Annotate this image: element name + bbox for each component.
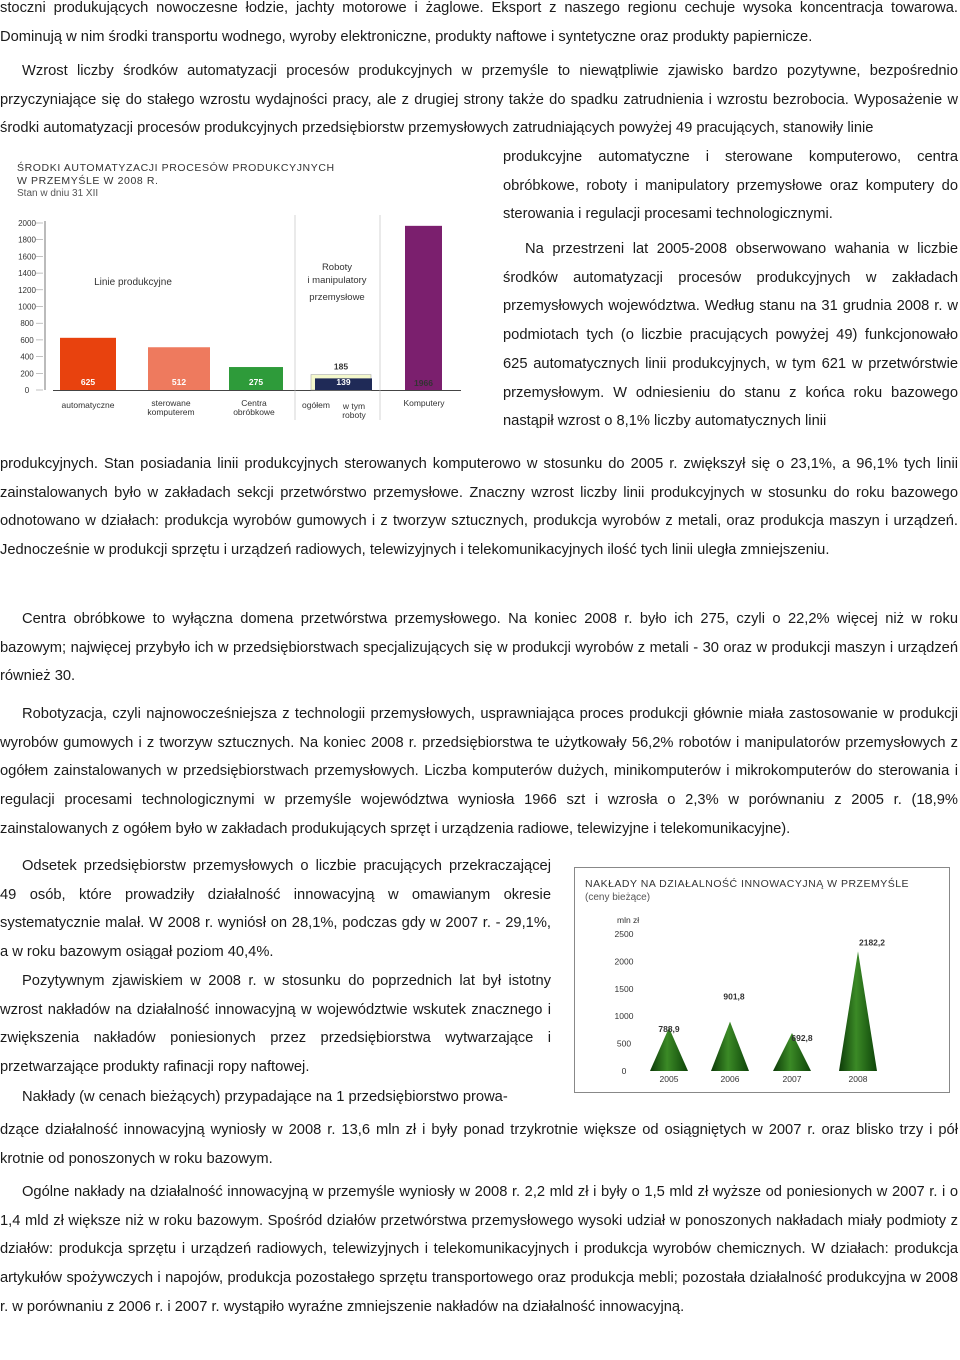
x-label-2008: 2008 (848, 1074, 868, 1084)
automation-value-label-2: 275 (248, 377, 264, 387)
innovation-chart-title-line1: NAKŁADY NA DZIAŁALNOŚĆ INNOWACYJNĄ W PRZEMYŚLE (585, 878, 910, 890)
innovation-chart-title-line2: (ceny bieżące) (585, 892, 651, 903)
category-label-centers-2: obróbkowe (233, 407, 275, 417)
innovation-value-label-2005: 788,9 (658, 1023, 680, 1034)
paragraph-total-spending: Ogólne nakłady na działalność innowacyjną w przemyśle wyniosły w 2008 r. 2,2 mld zł i były o 1,5 mld zł wyższe od poniesionych w 2007 r. i o 1,4 mld zł większe niż w roku bazowym. Spośród działów przetwórstwa przemysłowego wysoki udział w ponoszonych nakładach miały podmioty z działów: produkcja sprzętu i urządzeń radiowych, telewizyjnych i telekomunikacyjnych i produkcja wyrobów chemicznych. W działach: produkcja artykułów spożywczych i napojów, produkcja pozostałego sprzętu transportowego oraz produkcja mebli; pozostała działalność produkcyjna w 2008 r. w porównaniu z 2006 r. i 2007 r. wystąpiło wyraźne zmniejszenie nakładów na działalność innowacyjną. (0, 1184, 958, 1315)
category-label-robots-2: roboty (342, 410, 366, 420)
automation-chart-title-line2: W PRZEMYŚLE W 2008 R. (17, 175, 159, 187)
paragraph-robotization: Robotyzacja, czyli najnowocześniejsza z technologii przemysłowych, usprawniająca proces produkcji głównie miała zastosowanie w produkcji wyrobów gumowych i z tworzyw sztucznych. Na koniec 2008 r. przedsiębiorstwa te użytkowały 56,2% robotów i manipulatorów przemysłowych z ogółem zainstalowanych w przedsiębiorstwach przemysłowych. Liczba komputerów dużych, minikomputerów i mikrokomputerów do sterowania i regulacji procesami technologicznymi w przemyśle województwa wyniosła 1966 szt i wzrosła o 2,3% w porównaniu z 2005 r. (18,9% zainstalowanych z ogółem było w zakładach produkujących sprzęt i urządzenia radiowe, telewizyjne i telekomunikacyjne). (0, 706, 958, 837)
x-label-2007: 2007 (782, 1074, 802, 1084)
automation-chart-y-ticks (18, 219, 43, 395)
automation-value-label-3: 185 (333, 361, 349, 372)
category-label-centers-1: Centra (241, 398, 267, 408)
category-label-computer-1: sterowane (151, 398, 191, 408)
automation-value-label-4: 139 (336, 377, 351, 387)
innovation-value-label-2006: 901,8 (723, 991, 745, 1002)
y-tick-label: 1600 (18, 252, 36, 262)
paragraph-automation-intro: Wzrost liczby środków automatyzacji procesów produkcyjnych w przemyśle to niewątpliwie zjawisko bardzo pozytywne, bezpośrednio przyczyniające się do stałego wzrostu wydajności pracy, ale z drugiej strony także do spadku zatrudnienia i wzrostu bezrobocia. Wyposażenie w środki automatyzacji procesów produkcyjnych przedsiębiorstw przemysłowych zatrudniających powyżej 49 pracujących, stanowiły linie (0, 63, 958, 137)
automation-chart-title-line1: ŚRODKI AUTOMATYZACJI PROCESÓW PRODUKCYJNYCH (17, 162, 335, 174)
group-label-production-lines: Linie produkcyjne (94, 277, 172, 288)
paragraph-spending-per-company-start: Nakłady (w cenach bieżących) przypadające na 1 przedsiębiorstwo prowa- (22, 1089, 508, 1105)
group-label-robots-2: i manipulatory (307, 275, 367, 286)
y-tick-label: 1200 (18, 285, 36, 295)
x-label-2006: 2006 (720, 1074, 740, 1084)
automation-value-label-5: 1966 (414, 378, 433, 388)
y-tick-label: 0 (24, 386, 30, 395)
y-tick-label: 500 (616, 1038, 632, 1049)
y-tick-label: 0 (621, 1066, 627, 1076)
automation-chart (3, 150, 493, 432)
paragraph-spending-per-company: dzące działalność innowacyjną wyniosły w 2008 r. 13,6 mln zł i były ponad trzykrotnie większe od osiągniętych w 2007 r. oraz blisko trzy i pół krotnie od ponoszonych w roku bazowym. (0, 1122, 958, 1167)
paragraph-innovative-share: Odsetek przedsiębiorstw przemysłowych o liczbie pracujących przekraczającej 49 osób, które prowadziły działalność innowacyjną w omawianym okresie systematycznie malał. W 2008 r. wyniósł on 28,1%, podczas gdy w 2007 r. - 29,1%, a w roku bazowym osiągał poziom 40,4%. (0, 858, 551, 961)
automation-bar-5 (405, 226, 442, 390)
category-label-automatic: automatyczne (61, 400, 115, 410)
paragraph-innovation-spending: Pozytywnym zjawiskiem w 2008 r. w stosunku do poprzednich lat był istotny wzrost nakładów na działalność innowacyjną w województwie wskutek znacznego i zwiększenia nakładów poniesionych przez przedsiębiorstwa wytwarzające i przetwarzające produkty rafinacji ropy naftowej. (0, 973, 551, 1076)
automation-value-label-1: 512 (171, 377, 187, 387)
y-tick-label: 1400 (18, 269, 36, 279)
y-tick-label: 200 (20, 369, 34, 379)
category-label-total: ogółem (302, 400, 330, 410)
innovation-value-label-2007: 692,8 (791, 1033, 813, 1044)
group-label-robots-1: Roboty (321, 262, 353, 273)
y-tick-label: 2500 (614, 929, 634, 939)
y-tick-label: 800 (20, 319, 34, 329)
innovation-value-label-2008: 2182,2 (859, 937, 885, 948)
x-label-2005: 2005 (659, 1074, 679, 1084)
y-tick-label: 600 (20, 335, 34, 345)
automation-chart-subtitle: Stan w dniu 31 XII (17, 188, 99, 199)
y-tick-label: 1000 (614, 1011, 634, 1022)
category-label-computer-2: komputerem (147, 407, 195, 417)
paragraph-automation-trends: Na przestrzeni lat 2005-2008 obserwowano wahania w liczbie środków automatyzacji procesów produkcyjnych w zakładach przemysłowych województwa. Według stanu na 31 grudnia 2008 r. w podmiotach tych (o liczbie pracujących powyżej 49) funkcjonowało 625 automatycznych linii produkcyjnych, w tym 621 w przetwórstwie przemysłowym. W odniesieniu do stanu z końca roku bazowego nastąpił wzrost o 8,1% liczby automatycznych linii (503, 241, 958, 430)
automation-chart-bars (60, 226, 442, 390)
paragraph-automation-types: produkcyjne automatyczne i sterowane komputerowo, centra obróbkowe, roboty i manipulatory przemysłowe oraz komputery do sterowania i regulacji procesami technologicznymi. (503, 149, 958, 223)
y-tick-label: 1500 (614, 983, 634, 994)
y-tick-label: 2000 (18, 219, 36, 228)
y-tick-label: 2000 (614, 956, 634, 967)
y-tick-label: 1000 (18, 302, 36, 312)
paragraph-production-lines: produkcyjnych. Stan posiadania linii produkcyjnych sterowanych komputerowo w stosunku do 2005 r. zwiększył się o 23,1%, a 96,1% tych linii zainstalowanych było w zakładach sekcji przetwórstwo przemysłowe. Znaczny wzrost liczby linii produkcyjnych w stosunku do roku bazowego odnotowano w działach: produkcja wyrobów gumowych i z tworzyw sztucznych, produkcja wyrobów z metali, oraz produkcja maszyn i urządzeń. Jednocześnie w produkcji sprzętu i urządzeń radiowych, telewizyjnych i telekomunikacyjnych ilość tych linii uległa zmniejszeniu. (0, 456, 958, 559)
paragraph-export: stoczni produkujących nowoczesne łodzie, jachty motorowe i żaglowe. Eksport z naszego regionu cechuje wysoka koncentracja towarowa. Dominują w nim środki transportu wodnego, wyroby elektroniczne, produkty naftowe i syntetyczne oraz produkty papiernicze. (0, 0, 958, 45)
group-label-robots-3: przemysłowe (309, 292, 365, 303)
automation-value-label-0: 625 (80, 377, 96, 387)
category-label-computers: Komputery (403, 398, 445, 408)
innovation-spending-chart (574, 867, 950, 1093)
paragraph-machining-centers: Centra obróbkowe to wyłączna domena przetwórstwa przemysłowego. Na koniec 2008 r. było ich 275, czyli o 22,2% więcej niż w roku bazowym; najwięcej przybyło ich w przedsiębiorstwach specjalizujących się w produkcji wyrobów z metali - 30 oraz w produkcji maszyn i urządzeń również 30. (0, 611, 958, 685)
category-label-robots-1: w tym (342, 401, 366, 411)
innovation-chart-ylabel: mln zł (617, 915, 640, 925)
y-tick-label: 400 (20, 352, 34, 362)
y-tick-label: 1800 (18, 235, 36, 245)
